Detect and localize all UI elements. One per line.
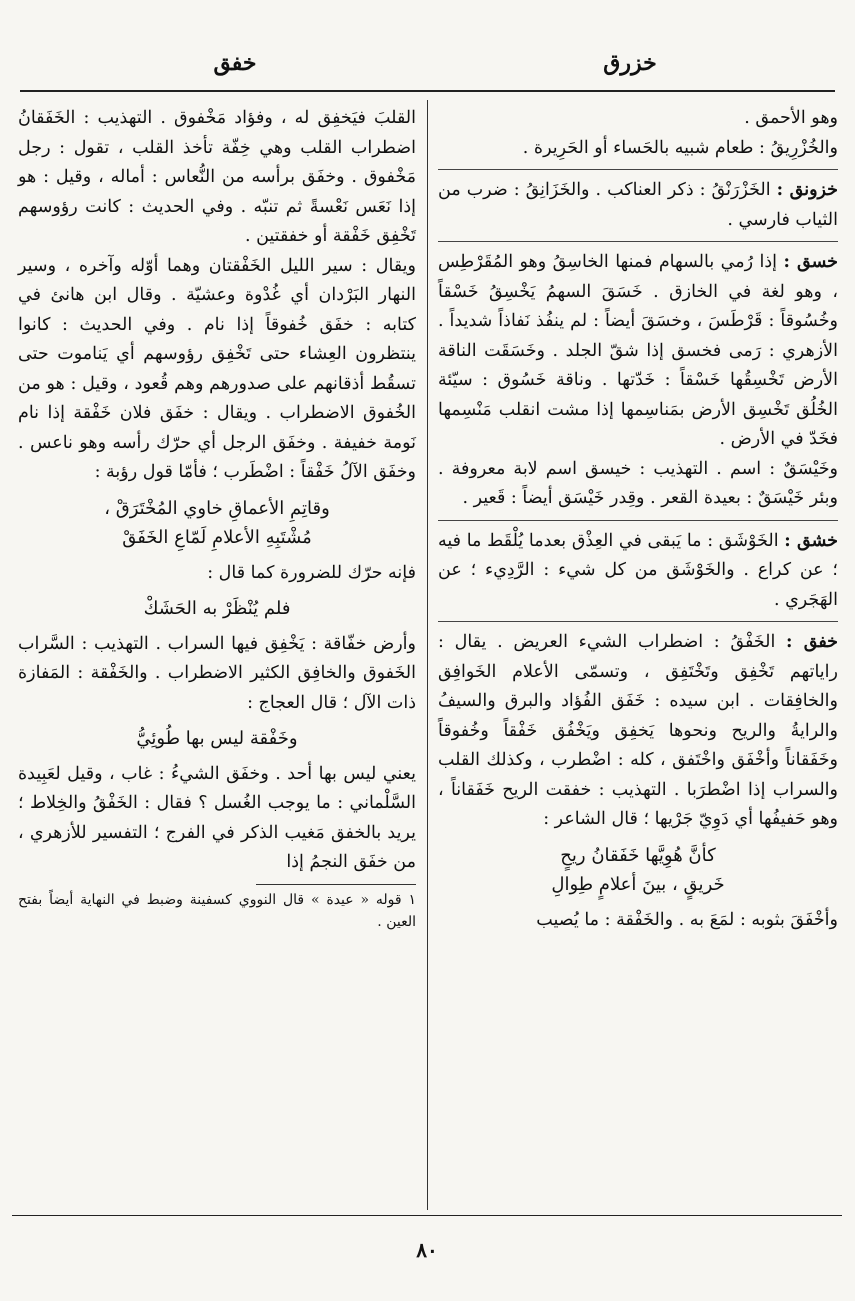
page-number: ٨٠ <box>416 1238 438 1262</box>
right-column <box>438 104 838 947</box>
running-header-right: خزرق <box>603 50 657 76</box>
entry-khasaqa <box>438 248 838 521</box>
entry-headword: خزونق : <box>776 180 838 200</box>
lead-line: وهو الأحمق . <box>744 108 838 128</box>
verse <box>438 841 838 900</box>
verse <box>18 594 416 624</box>
entry-headword: خفق : <box>786 632 838 652</box>
verse-line: خَريقٍ ، بينَ أعلامٍ طِوالِ <box>551 874 725 895</box>
entry-khuzriq <box>438 134 838 171</box>
entry-text <box>438 455 838 514</box>
entry-headword: خشق : <box>784 530 838 551</box>
paragraph: فإنه حرّك للضرورة كما قال : <box>207 562 416 583</box>
left-column <box>18 104 416 933</box>
header-rule <box>20 90 835 92</box>
entry-body: الخَوْشَق : ما يَبقى في العِذْق بعدما يُلْقَط ما فيه ؛ عن كراع . والخَوْشَق من كل شيء : الرَّدِيء ؛ عن الهَجَري . <box>438 530 838 610</box>
footnote-rule <box>256 884 416 885</box>
entry-text <box>438 628 838 835</box>
entry-khashaqa <box>438 527 838 623</box>
footer-rule <box>12 1215 842 1216</box>
entry-khafaqa <box>438 628 838 941</box>
entry-body: وخَيْسَقٌ : اسم . التهذيب : خيسق اسم لابة معروفة . وبئر خَيْسَقٌ : بعيدة القعر . وقِدر خَيْسَق أيضاً : قَعير . <box>438 458 838 508</box>
lead-line: والخُزْرِيقُ : طعام شبيه بالحَساء أو الحَرِيرة . <box>522 137 838 158</box>
verse <box>18 494 416 553</box>
footnote: ١ قوله « عيدة » قال النووي كسفينة وضبط في النهاية أيضاً بفتح العين . <box>18 891 416 930</box>
entry-body: الخَفْقُ : اضطراب الشيء العريض . يقال : راياتهم تَخْفِق وتَخْتَفِق ، وتسمّى الأعلام الخَوافِق والخافِقات . ابن سيده : خَفَق الفُؤاد والبرق والسيفُ والرايةُ والريح ونحوها يَخفِق ويَخْفُق خَفْقاً وخُفوقاً وخَفَقاناً وأخْفَق واخْتَفق ، كله : اضْطرب ، وكذلك القلب والسراب إذا اضْطرَبا . التهذيب : خفقت الريح خَفَقاناً ، وهو حَفيفُها أي دَوِيّ جَرْيها ؛ قال الشاعر : <box>438 632 838 829</box>
paragraph: ويقال : سير الليل الخَفْقتان وهما أوّله وآخره ، وسير النهار البَرْدان أي غُدْوة وعشيّة . وقال ابن هانئ في كتابه : خفَق خُفوقاً إذا نام . وفي الحديث : كانوا ينتظرون العِشاء حتى تَخْفِق رؤوسهم أي يَناموت حتى تسقُط أذقانهم على صدورهم وهم قُعود ، وقيل : هو من الخُفوق الاضطراب . ويقال : خفَق فلان خَفْقة إذا نام نَومة خفيفة . وخفَق الرجل أي حرّك رأسه وهو ناعس . وخفَق الآلُ خَفْقاً : اضْطَرب ؛ فأمّا قول رؤبة : <box>18 255 416 482</box>
entry-khazranaq <box>438 176 838 242</box>
paragraph: القلبَ فيَخفِق له ، وفؤاد مَخْفوق . التهذيب : الخَفَقانُ اضطراب القلب وهي خِفّة تأخذ القلب ، تقول : رجل مَخْفوق . وخفَق برأسه من النُّعاس : أماله ، وقيل : هو إذا نَعَس نَعْسةً ثم تنبّه . وفي الحديث : كانت رؤوسهم تَخْفِق خَفْقة أو خفقتين . <box>18 108 416 246</box>
verse <box>18 724 416 754</box>
paragraph: يعني ليس بها أحد . وخفَق الشيءُ : غاب ، وقيل لعَبِيدة السَّلْماني : ما يوجب الغُسل ؟ فقال : الخَفْقُ والخِلاط ؛ يريد بالخفق مَغيب الذكر في الفرج ؛ التفسير للأزهري ، من خفَق النجمُ إذا <box>18 763 416 872</box>
verse-line: كأنَّ هُوِيَّها خَفَقانُ ريحٍ <box>560 844 716 866</box>
verse-line: مُشْتَبِهِ الأعلامِ لَمّاعِ الخَفَقْ <box>122 527 312 548</box>
entry-body: الخَزْرَنْقُ : ذكر العناكب . والخَزَانِقُ : ضرب من الثياب فارسي . <box>438 180 838 230</box>
entry-body: إذا رُمي بالسهام فمنها الخاسِقُ وهو المُقَرْطِس ، وهو لغة في الخازق . خَسَقَ السهمُ يَخْسِقُ خَسْقاً وخُسُوقاً : قَرْطَسَ ، وخسَقَ أيضاً : لم ينفُذ نَفاذاً شديداً . الأزهري : رَمى فخسق إذا شقّ الجلد . وخَسَقَت الناقة الأرض تَخْسِقُها خَسْقاً : خَدّتها . وناقة خَسُوق : سيّئة الخُلُق تَخْسِق الأرض بمَناسِمها إذا مشت انقلب مَنْسِمها فخَدّ في الأرض . <box>438 252 838 449</box>
verse-line: فلم يُنْظَرْ به الحَشَكْ <box>143 598 291 619</box>
running-header-left: خفق <box>213 50 257 76</box>
entry-headword: خسق : <box>783 252 838 272</box>
entry-text <box>438 176 838 235</box>
entry-text <box>438 248 838 455</box>
paragraph: وأرض خفّاقة : يَخْفِق فيها السراب . التهذيب : السَّراب الخَفوق والخافِق الكثير الاضطراب . والخَفْقة : المَفازة ذات الآل ؛ قال العجاج : <box>18 633 416 713</box>
entry-text <box>438 527 838 616</box>
verse-line: وخَفْقة ليس بها طُوئِيُّ <box>136 728 298 749</box>
verse-line: وقاتِمِ الأعماقِ خاوي المُخْتَرَقْ ، <box>104 497 330 519</box>
column-divider <box>427 100 428 1210</box>
entry-text: وأخْفَقَ بثوبه : لمَعَ به . والخَفْقة : ما يُصيب <box>536 909 838 930</box>
